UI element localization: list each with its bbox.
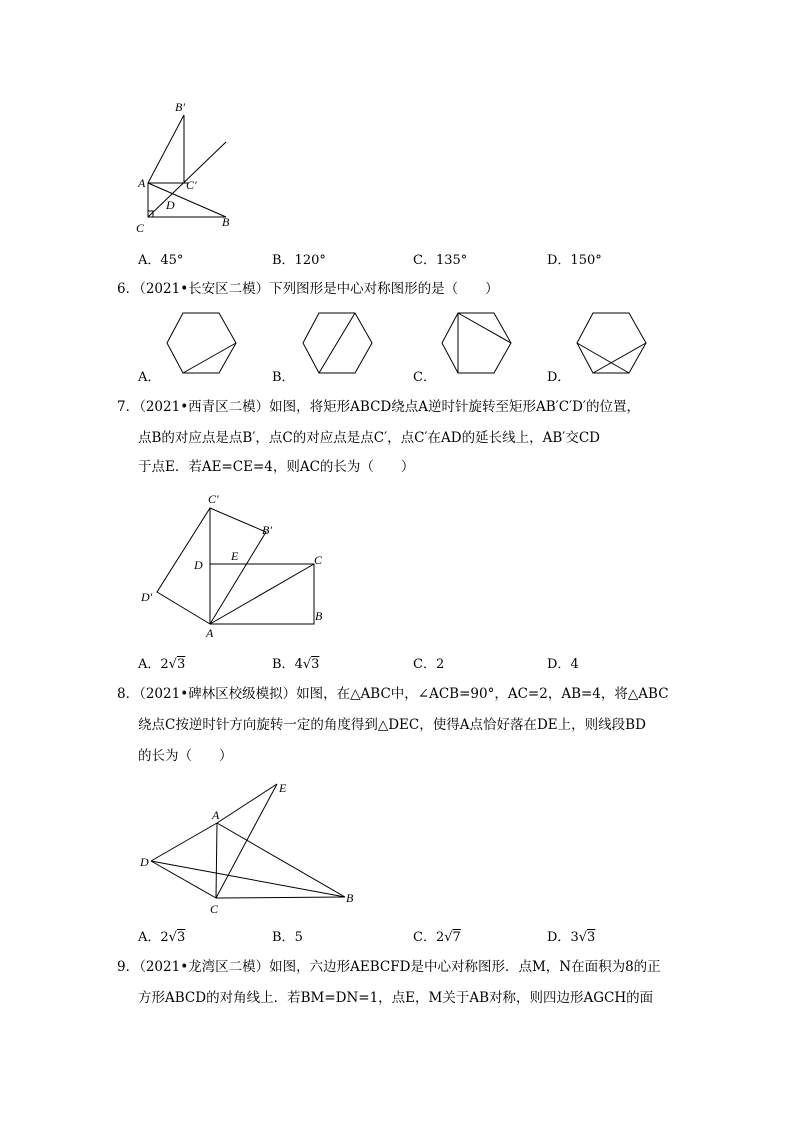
q7-stem-line2: 点B的对应点是点B′，点C的对应点是点C′，点C′在AD的延长线上，AB′交CD — [138, 430, 600, 446]
q8-label-b: B — [346, 891, 354, 905]
q6-option-d[interactable]: D． — [547, 370, 571, 385]
q7-label-d: D — [194, 558, 203, 572]
q7-option-a[interactable]: A．2√3 — [138, 657, 186, 672]
q6-option-b[interactable]: B． — [272, 370, 295, 385]
q5-figure — [130, 95, 240, 240]
q5-label-b: B — [222, 215, 230, 229]
q7-label-c: C — [314, 553, 323, 567]
q8-option-c[interactable]: C．2√7 — [413, 930, 461, 945]
q8-option-b[interactable]: B．5 — [272, 930, 303, 945]
q8-option-d[interactable]: D．3√3 — [547, 930, 596, 945]
q7-figure — [135, 488, 335, 643]
q6-figure-b — [302, 312, 374, 376]
q5-label-a: A — [138, 176, 146, 190]
q8-label-a: A — [212, 808, 220, 822]
q6-figure-a — [166, 312, 238, 376]
q5-option-c[interactable]: C．135° — [413, 253, 468, 268]
q5-option-d[interactable]: D．150° — [547, 253, 602, 268]
q5-option-b[interactable]: B．120° — [272, 253, 326, 268]
q6-option-c[interactable]: C． — [413, 370, 436, 385]
q9-stem-line1: 9．（2021•龙湾区二模）如图，六边形AEBCFD是中心对称图形．点M，N在面积为8的正 — [117, 959, 661, 975]
q5-label-c: C — [136, 221, 145, 235]
q5-option-a[interactable]: A．45° — [138, 253, 184, 268]
q7-stem-line3: 于点E．若AE=CE=4，则AC的长为（ ） — [138, 459, 415, 475]
q7-label-b: B — [315, 609, 323, 623]
q8-option-a[interactable]: A．2√3 — [138, 930, 186, 945]
q7-option-c[interactable]: C．2 — [413, 657, 445, 672]
q5-label-bprime: B' — [175, 100, 185, 114]
q8-label-d: D — [140, 855, 149, 869]
q5-label-cprime: C' — [186, 178, 197, 192]
q8-stem-line2: 绕点C按逆时针方向旋转一定的角度得到△DEC，使得A点恰好落在DE上，则线段BD — [138, 717, 646, 733]
q7-option-b[interactable]: B．4√3 — [272, 657, 320, 672]
q8-stem-line3: 的长为（ ） — [138, 748, 233, 764]
q7-label-bprime: B' — [262, 523, 272, 537]
q7-label-dprime: D' — [141, 590, 153, 604]
q7-option-d[interactable]: D．4 — [547, 657, 579, 672]
q6-option-a[interactable]: A． — [138, 370, 161, 385]
q8-label-c: C — [210, 902, 219, 916]
q5-label-d: D — [166, 198, 175, 212]
q7-label-a: A — [206, 626, 214, 640]
q7-stem-line1: 7．（2021•西青区二模）如图，将矩形ABCD绕点A逆时针旋转至矩形AB′C′D′的位置， — [117, 399, 640, 415]
q7-label-cprime: C' — [208, 492, 219, 506]
q6-stem: 6．（2021•长安区二模）下列图形是中心对称图形的是（ ） — [117, 281, 499, 297]
q8-label-e: E — [279, 781, 287, 795]
q6-figure-d — [576, 312, 648, 376]
q9-stem-line2: 方形ABCD的对角线上．若BM=DN=1，点E，M关于AB对称，则四边形AGCH的面 — [138, 990, 654, 1006]
q6-figure-c — [441, 312, 513, 376]
q8-figure — [135, 778, 365, 918]
q7-label-e: E — [231, 549, 239, 563]
q8-stem-line1: 8．（2021•碑林区校级模拟）如图，在△ABC中，∠ACB=90°，AC=2，AB=4，将△ABC — [117, 686, 669, 702]
